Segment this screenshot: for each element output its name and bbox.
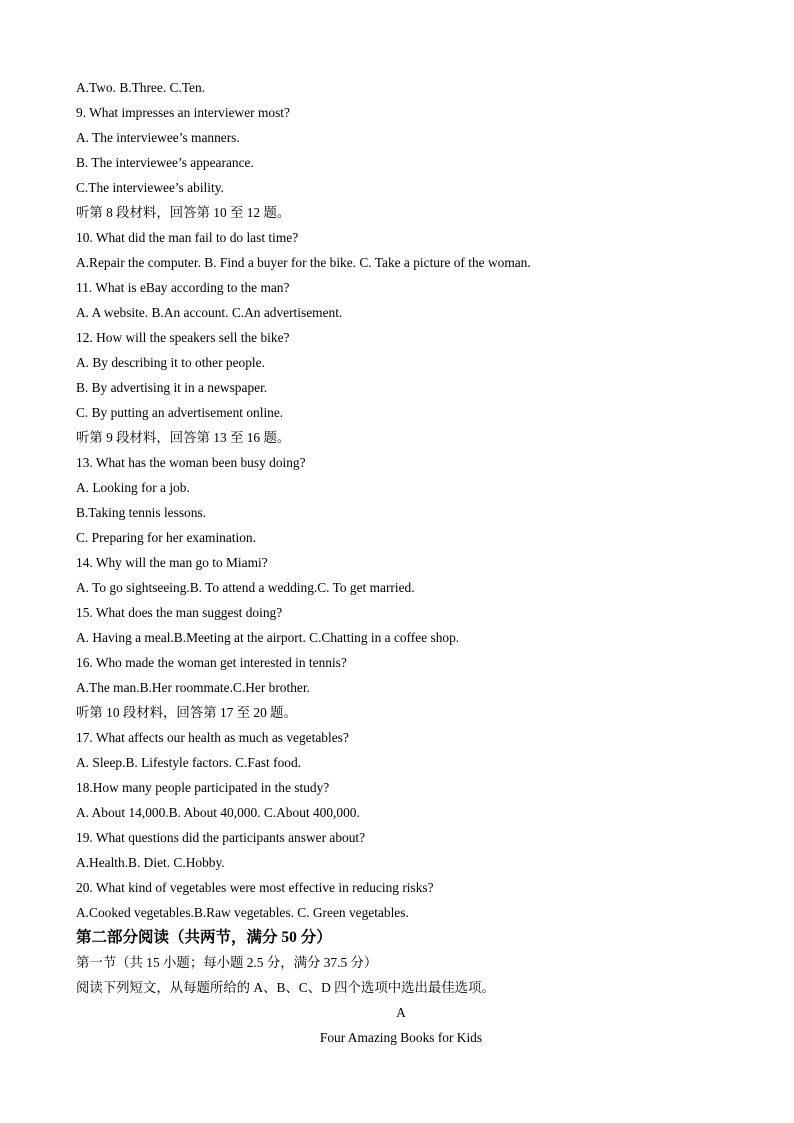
- section-instruction-10: 听第 10 段材料，回答第 17 至 20 题。: [76, 705, 297, 720]
- options-19: A.Health.B. Diet. C.Hobby.: [76, 855, 225, 870]
- passage-label: A: [396, 1005, 406, 1020]
- options-10: A.Repair the computer. B. Find a buyer for the bike. C. Take a picture of the woman.: [76, 255, 531, 270]
- section-instruction-8: 听第 8 段材料，回答第 10 至 12 题。: [76, 205, 291, 220]
- option-12a: A. By describing it to other people.: [76, 355, 265, 370]
- question-12: 12. How will the speakers sell the bike?: [76, 330, 290, 345]
- question-20: 20. What kind of vegetables were most effective in reducing risks?: [76, 880, 434, 895]
- question-9: 9. What impresses an interviewer most?: [76, 105, 290, 120]
- question-18: 18.How many people participated in the study?: [76, 780, 330, 795]
- part-two-heading: 第二部分阅读（共两节，满分 50 分）: [76, 929, 332, 946]
- option-9a: A. The interviewee’s manners.: [76, 130, 240, 145]
- question-17: 17. What affects our health as much as vegetables?: [76, 730, 349, 745]
- document-page: [76, 78, 726, 1053]
- option-13b: B.Taking tennis lessons.: [76, 505, 206, 520]
- passage-title: Four Amazing Books for Kids: [319, 1030, 483, 1045]
- options-15: A. Having a meal.B.Meeting at the airport. C.Chatting in a coffee shop.: [76, 630, 460, 645]
- option-12c: C. By putting an advertisement online.: [76, 405, 284, 420]
- reading-instruction: 阅读下列短文，从每题所给的 A、B、C、D 四个选项中选出最佳选项。: [76, 980, 495, 995]
- answer-options-q8: A.Two. B.Three. C.Ten.: [76, 80, 206, 95]
- options-20: A.Cooked vegetables.B.Raw vegetables. C. Green vegetables.: [76, 905, 409, 920]
- option-13c: C. Preparing for her examination.: [76, 530, 256, 545]
- options-14: A. To go sightseeing.B. To attend a wedding.C. To get married.: [76, 580, 415, 595]
- question-13: 13. What has the woman been busy doing?: [76, 455, 306, 470]
- question-10: 10. What did the man fail to do last time?: [76, 230, 299, 245]
- options-16: A.The man.B.Her roommate.C.Her brother.: [76, 680, 310, 695]
- options-17: A. Sleep.B. Lifestyle factors. C.Fast food.: [76, 755, 301, 770]
- section-instruction-9: 听第 9 段材料，回答第 13 至 16 题。: [76, 430, 291, 445]
- question-19: 19. What questions did the participants answer about?: [76, 830, 366, 845]
- option-9b: B. The interviewee’s appearance.: [76, 155, 254, 170]
- question-16: 16. Who made the woman get interested in tennis?: [76, 655, 347, 670]
- option-9c: C.The interviewee’s ability.: [76, 180, 224, 195]
- options-11: A. A website. B.An account. C.An advertisement.: [76, 305, 343, 320]
- question-11: 11. What is eBay according to the man?: [76, 280, 290, 295]
- options-18: A. About 14,000.B. About 40,000. C.About 400,000.: [76, 805, 360, 820]
- question-14: 14. Why will the man go to Miami?: [76, 555, 268, 570]
- question-15: 15. What does the man suggest doing?: [76, 605, 283, 620]
- option-13a: A. Looking for a job.: [76, 480, 190, 495]
- option-12b: B. By advertising it in a newspaper.: [76, 380, 268, 395]
- section-one-instruction: 第一节（共 15 小题；每小题 2.5 分，满分 37.5 分）: [76, 955, 378, 970]
